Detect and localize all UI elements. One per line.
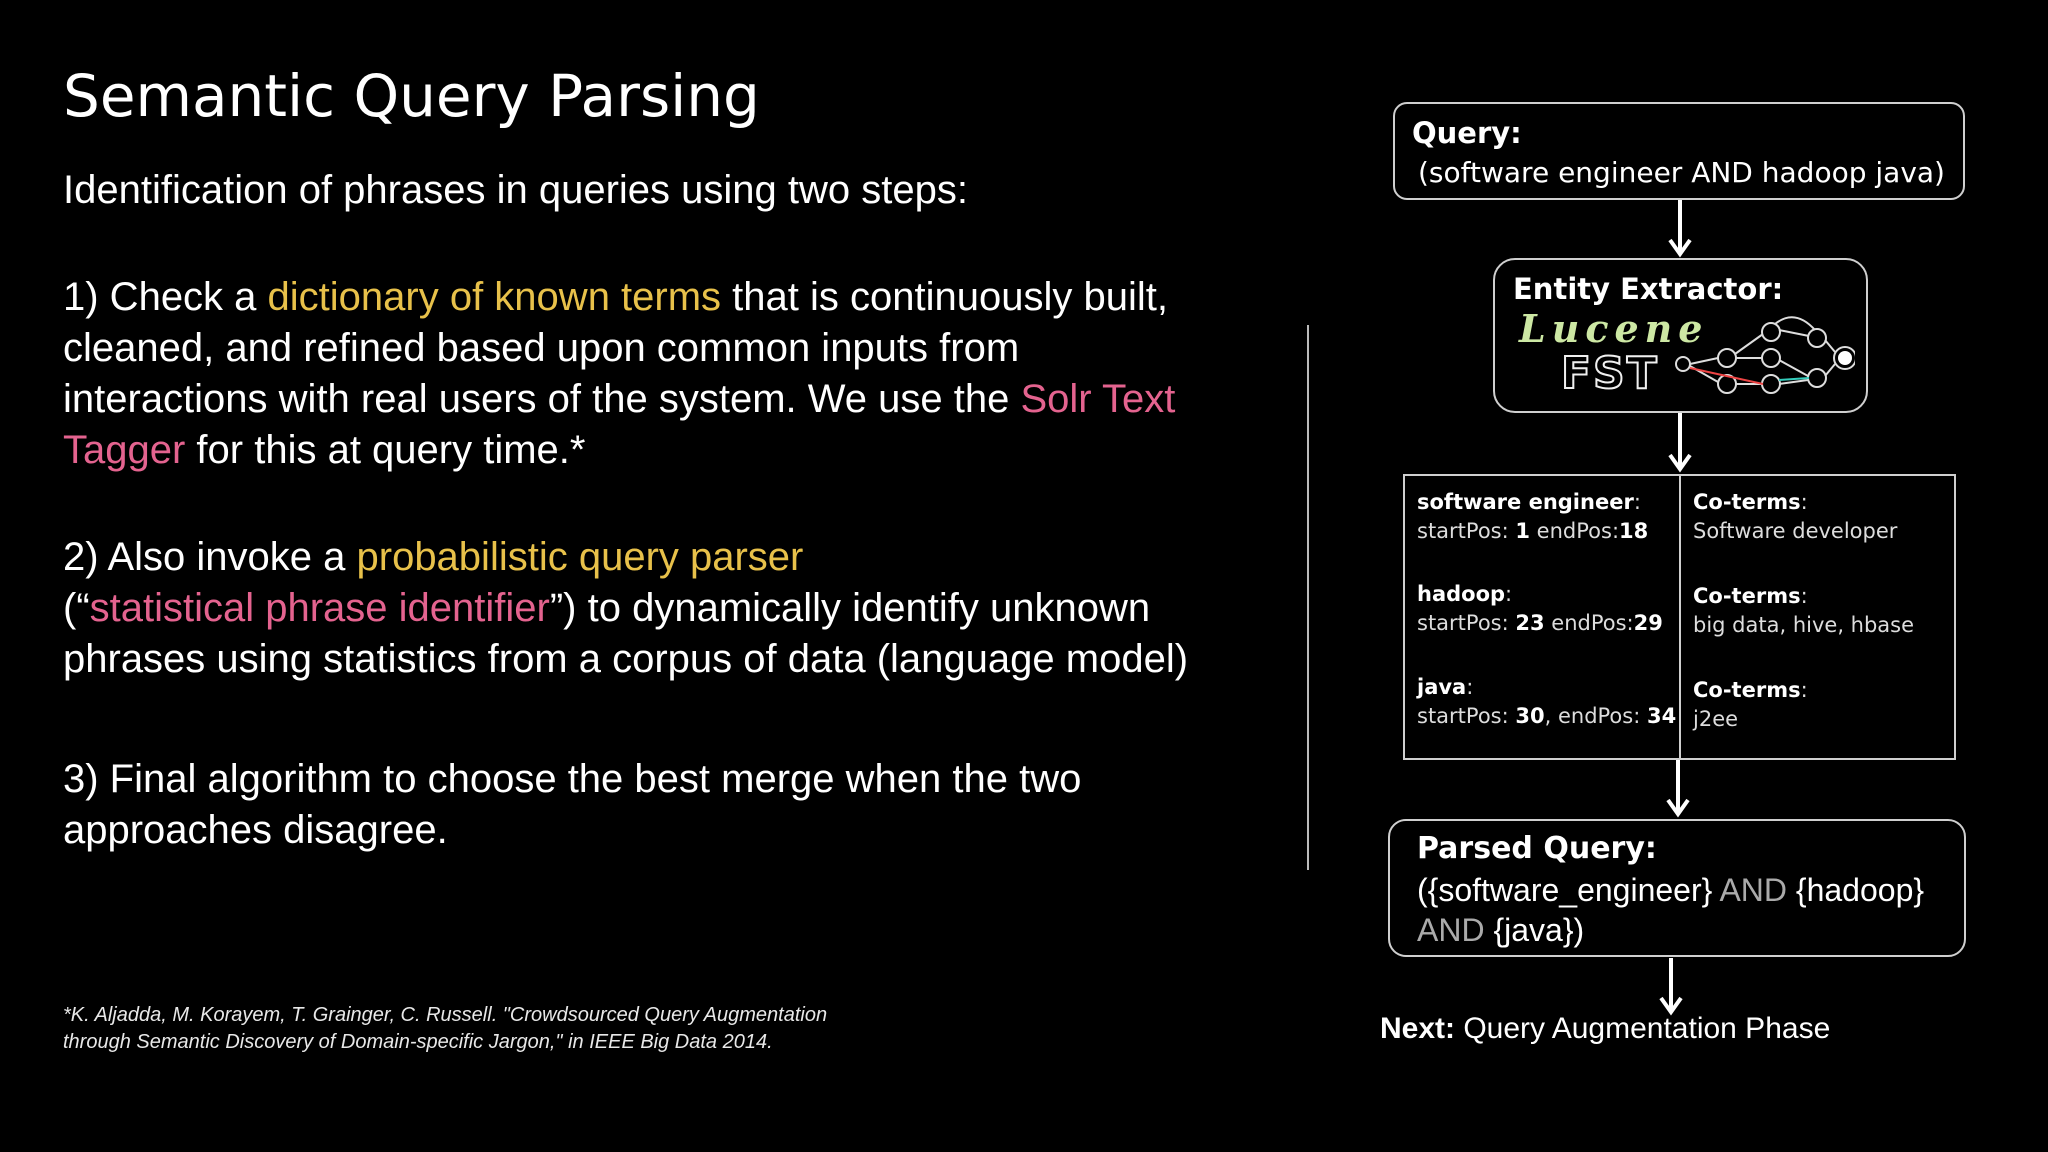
next-value: Query Augmentation Phase	[1455, 1012, 1831, 1045]
entity-term: software engineer	[1417, 490, 1634, 514]
end-label: , endPos:	[1544, 704, 1647, 728]
coterms-label: Co-terms	[1693, 678, 1801, 702]
start-label: startPos:	[1417, 704, 1516, 728]
coterms-value: big data, hive, hbase	[1693, 613, 1915, 637]
entities-table	[1403, 474, 1956, 760]
step1-text: that is continuously built,	[721, 275, 1168, 319]
parsed-term: {java})	[1493, 912, 1585, 948]
step2-text: 2) Also invoke a	[63, 535, 357, 579]
solr-tagger-highlight: Tagger	[63, 428, 186, 472]
arrow-down-icon	[1668, 200, 1692, 258]
footnote-line: *K. Aljadda, M. Korayem, T. Grainger, C. Russell. "Crowdsourced Query Augmentation	[63, 1004, 828, 1026]
step2-text: ”) to dynamically identify unknown	[549, 586, 1151, 630]
coterms-value: Software developer	[1693, 519, 1898, 543]
coterms-column	[1681, 476, 1954, 758]
start-pos: 1	[1515, 519, 1530, 543]
coterms-label: Co-terms	[1693, 584, 1801, 608]
step1-text: interactions with real users of the system. We use the	[63, 377, 1021, 421]
step1-text: cleaned, and refined based upon common inputs from	[63, 326, 1020, 370]
query-label: Query:	[1412, 116, 1522, 150]
intro-text: Identification of phrases in queries using two steps:	[63, 168, 968, 212]
solr-tagger-highlight: Solr Text	[1020, 377, 1176, 421]
arrow-down-icon	[1659, 958, 1683, 1016]
step2-text: (“	[63, 586, 90, 630]
step-3	[63, 754, 1081, 856]
coterms-value: j2ee	[1693, 707, 1739, 731]
phrase-identifier-highlight: statistical phrase identifier	[89, 586, 550, 630]
parsed-operator: AND	[1417, 912, 1494, 948]
step-2	[63, 532, 1188, 685]
parsed-term: ({software_engineer}	[1417, 872, 1713, 908]
dictionary-highlight: dictionary of known terms	[267, 275, 722, 319]
arrow-down-icon	[1668, 413, 1692, 473]
start-label: startPos:	[1417, 611, 1516, 635]
fst-graph-icon	[1675, 308, 1855, 398]
entity-cell: java: startPos: 30, endPos: 34	[1417, 675, 1677, 728]
footnote	[63, 1002, 827, 1056]
parsed-value	[1417, 870, 1964, 950]
entity-cell: software engineer: startPos: 1 endPos:18	[1417, 490, 1649, 543]
arrow-down-icon	[1666, 760, 1690, 818]
step-1	[63, 272, 1175, 476]
step2-text: phrases using statistics from a corpus of data (language model)	[63, 637, 1189, 681]
parsed-label: Parsed Query:	[1417, 831, 1657, 866]
step1-text: for this at query time.*	[185, 428, 586, 472]
entity-cell: hadoop: startPos: 23 endPos:29	[1417, 582, 1663, 635]
footnote-line: through Semantic Discovery of Domain-specific Jargon," in IEEE Big Data 2014.	[63, 1031, 773, 1053]
end-pos: 29	[1633, 611, 1663, 635]
entities-column	[1405, 476, 1681, 758]
step3-text: approaches disagree.	[63, 808, 448, 852]
extractor-label: Entity Extractor:	[1513, 272, 1784, 306]
next-phase	[1380, 1012, 1830, 1046]
entity-term: hadoop	[1417, 582, 1506, 606]
parsed-term: {hadoop}	[1795, 872, 1925, 908]
fst-logo: FST	[1561, 348, 1659, 399]
query-value: (software engineer AND hadoop java)	[1418, 156, 1945, 189]
next-label: Next:	[1380, 1012, 1456, 1045]
probabilistic-parser-highlight: probabilistic query parser	[356, 535, 804, 579]
end-pos: 18	[1619, 519, 1649, 543]
step1-text: 1) Check a	[63, 275, 268, 319]
entity-term: java	[1417, 675, 1467, 699]
parsed-operator: AND	[1712, 872, 1796, 908]
coterms-label: Co-terms	[1693, 490, 1801, 514]
divider	[1307, 325, 1309, 870]
start-pos: 30	[1515, 704, 1545, 728]
end-pos: 34	[1646, 704, 1677, 728]
end-label: endPos:	[1530, 519, 1620, 543]
start-label: startPos:	[1417, 519, 1516, 543]
coterms-cell: Co-terms: big data, hive, hbase	[1693, 582, 1914, 640]
page-title: Semantic Query Parsing	[63, 62, 760, 130]
start-pos: 23	[1515, 611, 1545, 635]
lucene-logo: Lucene	[1519, 306, 1709, 351]
parsed-query-box	[1388, 819, 1966, 957]
step3-text: 3) Final algorithm to choose the best merge when the two	[63, 757, 1082, 801]
query-box	[1393, 102, 1965, 200]
coterms-cell: Co-terms: Software developer	[1693, 488, 1897, 546]
end-label: endPos:	[1544, 611, 1634, 635]
coterms-cell: Co-terms: j2ee	[1693, 676, 1808, 734]
entity-extractor-box	[1493, 258, 1868, 413]
